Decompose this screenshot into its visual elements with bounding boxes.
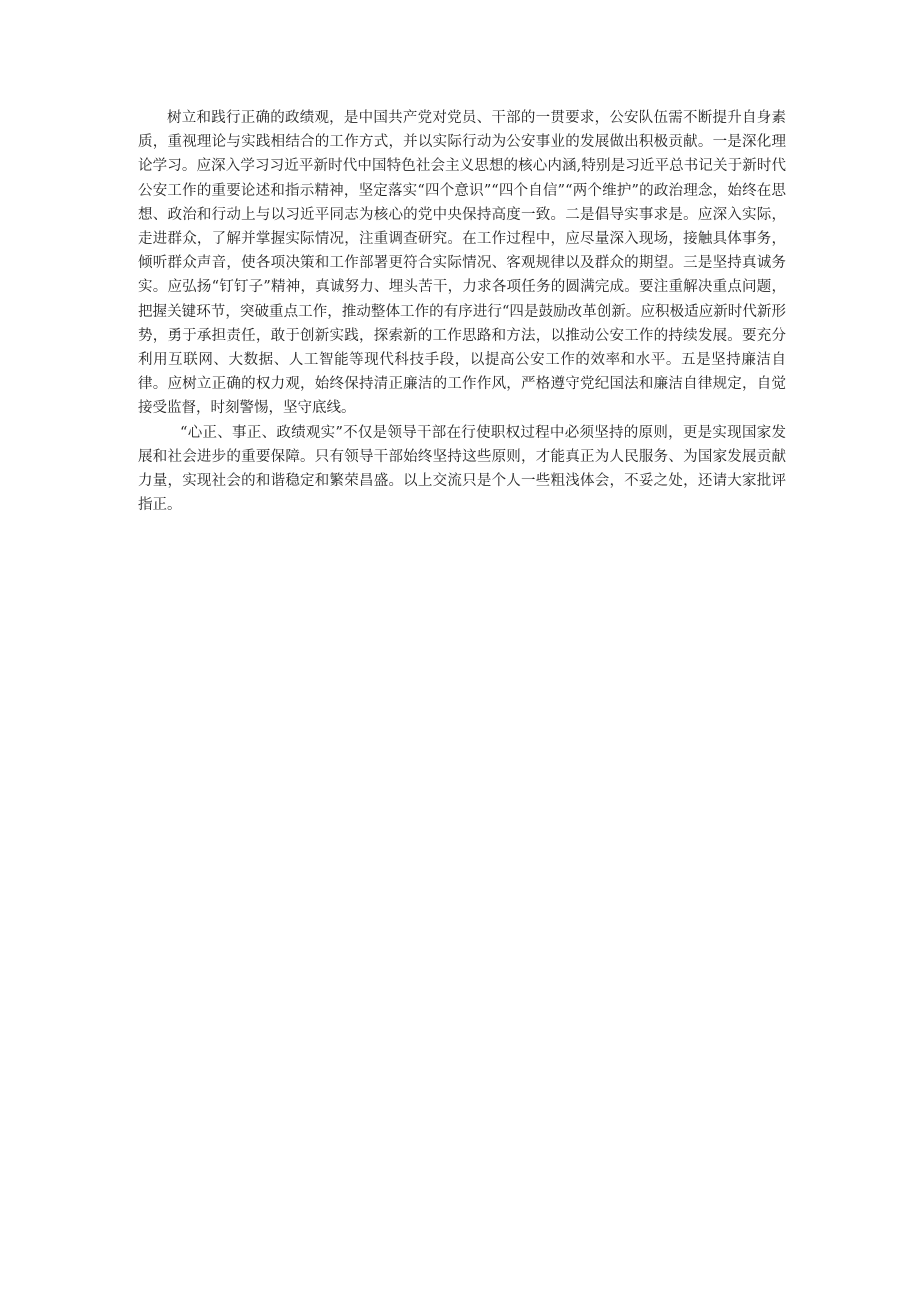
paragraph-1: 树立和践行正确的政绩观，是中国共产党对党员、干部的一贯要求，公安队伍需不断提升自身素质，重视理论与实践相结合的工作方式，并以实际行动为公安事业的发展做出积极贡献。一是深化理论学习。应深入学习习近平新时代中国特色社会主义思想的核心内涵,特别是习近平总书记关于新时代公安工作的重要论述和指示精神，坚定落实“四个意识”“四个自信”“两个维护”的政治理念，始终在思想、政治和行动上与以习近平同志为核心的党中央保持高度一致。二是倡导实事求是。应深入实际，走进群众，了解并掌握实际情况，注重调查研究。在工作过程中，应尽量深入现场，接触具体事务，倾听群众声音，使各项决策和工作部署更符合实际情况、客观规律以及群众的期望。三是坚持真诚务实。应弘扬“钉钉子”精神，真诚努力、埋头苦干，力求各项任务的圆满完成。要注重解决重点问题，把握关键环节，突破重点工作，推动整体工作的有序进行“四是鼓励改革创新。应积极适应新时代新形势，勇于承担责任，敢于创新实践，探索新的工作思路和方法，以推动公安工作的持续发展。要充分利用互联网、大数据、人工智能等现代科技手段，以提高公安工作的效率和水平。五是坚持廉洁自律。应树立正确的权力观，始终保持清正廉洁的工作作风，严格遵守党纪国法和廉洁自律规定，自觉接受监督，时刻警惕，坚守底线。 [138, 110, 786, 417]
paragraph-2: “心正、事正、政绩观实”不仅是领导干部在行使职权过程中必须坚持的原则，更是实现国家发展和社会进步的重要保障。只有领导干部始终坚持这些原则，才能真正为人民服务、为国家发展贡献力量，实现社会的和谐稳定和繁荣昌盛。以上交流只是个人一些粗浅体会，不妥之处，还请大家批评指正。 [138, 424, 786, 514]
document-body [138, 106, 786, 517]
